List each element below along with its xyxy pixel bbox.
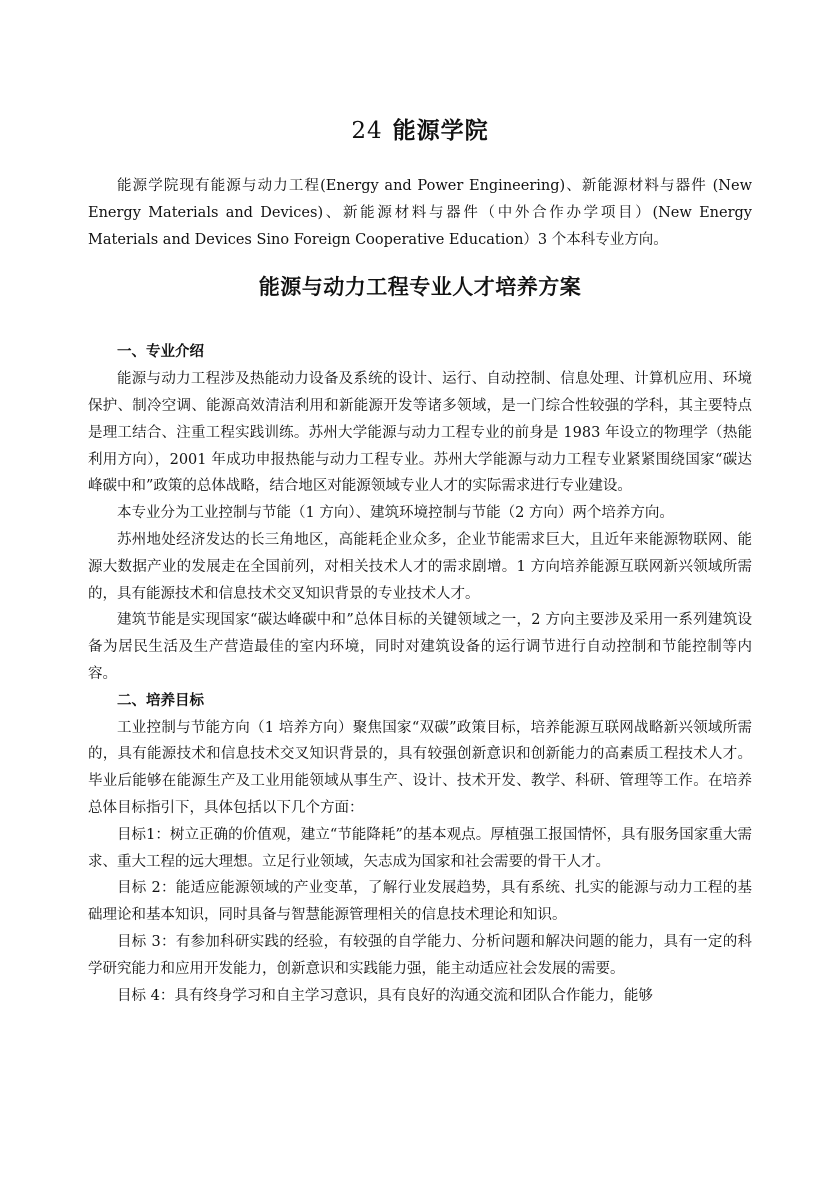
goal-1: 目标1：树立正确的价值观，建立“节能降耗”的基本观点。厚植强工报国情怀，具有服务国家重大需求、重大工程的远大理想。立足行业领域，矢志成为国家和社会需要的骨干人才。 [88, 826, 752, 870]
intro-paragraph-1: 能源与动力工程涉及热能动力设备及系统的设计、运行、自动控制、信息处理、计算机应用、环境保护、制冷空调、能源高效清洁利用和新能源开发等诸多领域，是一门综合性较强的学科，其主要特点是理工结合、注重工程实践训练。苏州大学能源与动力工程专业的前身是 1983 年设立的物理学（热能利用方向），2001 年成功申报热能与动力工程专业。苏州大学能源与动力工程专业紧紧围绕国家“碳达峰碳中和”政策的总体战略，结合地区对能源领域专业人才的实际需求进行专业建设。 [88, 371, 752, 495]
intro-paragraph-2: 本专业分为工业控制与节能（1 方向）、建筑环境控制与节能（2 方向）两个培养方向。 [117, 505, 674, 522]
intro-paragraph-4: 建筑节能是实现国家“碳达峰碳中和”总体目标的关键领域之一，2 方向主要涉及采用一系列建筑设备为居民生活及生产营造最佳的室内环境，同时对建筑设备的运行调节进行自动控制和节能控制等内容。 [88, 612, 752, 682]
chapter-title [88, 112, 752, 145]
page-content [88, 112, 752, 1009]
chapter-number: 24 [351, 118, 383, 144]
intro-paragraph-3: 苏州地处经济发达的长三角地区，高能耗企业众多，企业节能需求巨大，且近年来能源物联网、能源大数据产业的发展走在全国前列，对相关技术人才的需求剧增。1 方向培养能源互联网新兴领域所需的，具有能源技术和信息技术交叉知识背景的专业技术人才。 [88, 531, 752, 602]
program-title: 能源与动力工程专业人才培养方案 [258, 275, 582, 300]
college-intro: 能源学院现有能源与动力工程(Energy and Power Engineering)、新能源材料与器件 (New Energy Materials and Devices)、新能源材料与器件（中外合作办学项目）(New Energy Materials and Devices Sino Foreign Cooperative Education）3 个本科专业方向。 [88, 178, 752, 248]
section-heading-intro: 一、专业介绍 [117, 344, 204, 361]
chapter-name: 能源学院 [392, 117, 489, 144]
section-heading-goals: 二、培养目标 [117, 692, 204, 709]
goals-paragraph-1: 工业控制与节能方向（1 培养方向）聚焦国家“双碳”政策目标，培养能源互联网战略新兴领域所需的，具有能源技术和信息技术交叉知识背景的，具有较强创新意识和创新能力的高素质工程技术人才。毕业后能够在能源生产及工业用能领域从事生产、设计、技术开发、教学、科研、管理等工作。在培养总体目标指引下，具体包括以下几个方面： [88, 719, 752, 816]
goal-4: 目标 4：具有终身学习和自主学习意识，具有良好的沟通交流和团队合作能力，能够 [117, 987, 653, 1004]
goal-2: 目标 2：能适应能源领域的产业变革，了解行业发展趋势，具有系统、扎实的能源与动力工程的基础理论和基本知识，同时具备与智慧能源管理相关的信息技术理论和知识。 [88, 880, 752, 924]
goal-3: 目标 3：有参加科研实践的经验，有较强的自学能力、分析问题和解决问题的能力，具有一定的科学研究能力和应用开发能力，创新意识和实践能力强，能主动适应社会发展的需要。 [88, 933, 752, 977]
